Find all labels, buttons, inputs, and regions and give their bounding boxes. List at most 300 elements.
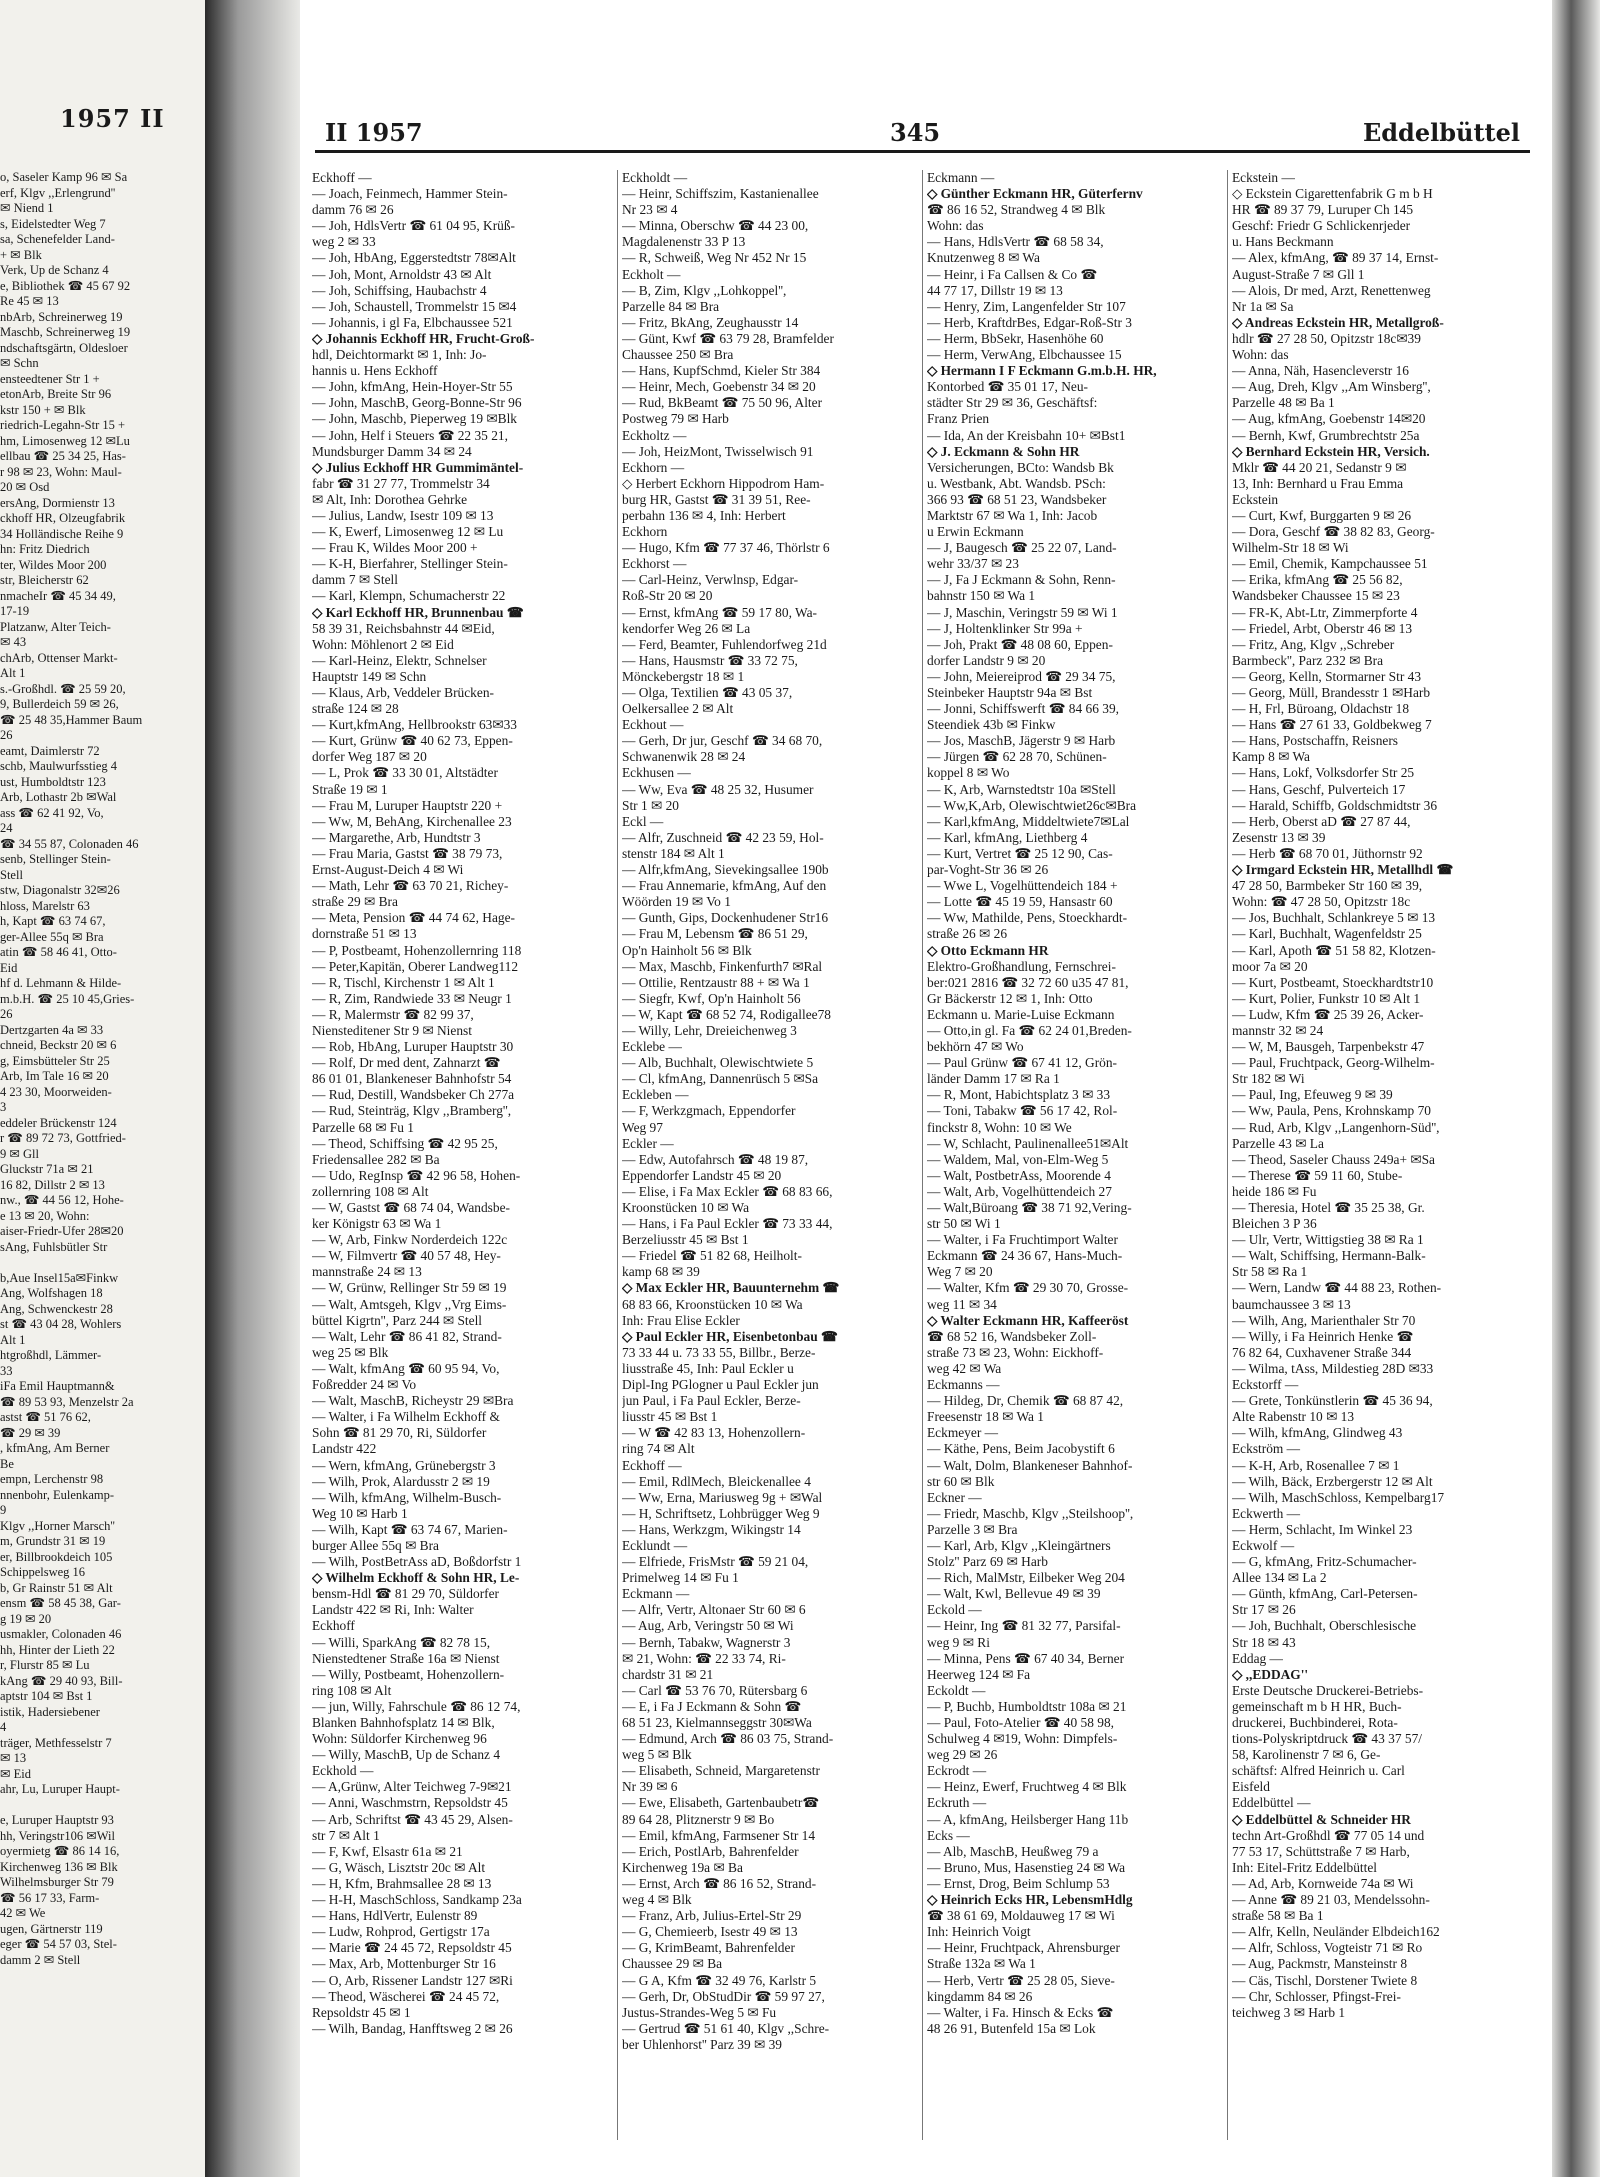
- entry-line: — Kurt, Grünw ☎ 40 62 73, Eppen-: [312, 733, 513, 749]
- entry-line: Niensteditener Str 9 ✉ Nienst: [312, 1022, 472, 1038]
- entry-line: — Chr, Schlosser, Pfingst-Frei-: [1232, 1988, 1401, 2004]
- entry-line: — Ida, An der Kreisbahn 10+ ✉Bst1: [927, 427, 1126, 443]
- entry-line: — J, Baugesch ☎ 25 22 07, Land-: [927, 540, 1117, 556]
- entry-line: — Herb, Oberst aD ☎ 27 87 44,: [1232, 813, 1411, 829]
- left-entry-line: 26: [0, 1007, 13, 1021]
- entry-line: str 60 ✉ Blk: [927, 1473, 995, 1489]
- entry-line: Wohn: das: [927, 218, 984, 234]
- entry-line: Kroonstücken 10 ✉ Wa: [622, 1200, 750, 1215]
- entry-line: — Rud, Destill, Wandsbeker Ch 277a: [312, 1087, 515, 1103]
- entry-line: — Franz, Arb, Julius-Ertel-Str 29: [622, 1908, 802, 1924]
- entry-line: Eckwerth —: [1232, 1505, 1301, 1521]
- left-entry-line: [0, 1798, 205, 1814]
- entry-line: — J, Fa J Eckmann & Sohn, Renn-: [927, 572, 1116, 588]
- left-entry-line: schb, Maulwurfsstieg 4: [0, 759, 117, 773]
- left-entry-line: ellbau ☎ 25 34 25, Has-: [0, 449, 126, 463]
- left-entry-line: Be: [0, 1456, 14, 1471]
- entry-line: — Arb, Schriftst ☎ 43 45 29, Alsen-: [312, 1811, 513, 1827]
- column-1: [312, 170, 612, 2140]
- entry-line: — Bruno, Mus, Hasenstieg 24 ✉ Wa: [927, 1859, 1126, 1875]
- entry-line: — Frau K, Wildes Moor 200 +: [312, 540, 478, 556]
- entry-line: Eckrodt —: [927, 1763, 987, 1779]
- entry-line: Inh: Eitel-Fritz Eddelbüttel: [1232, 1859, 1378, 1875]
- entry-line: — Rud, Steinträg, Klgv ,,Bramberg'',: [312, 1103, 512, 1119]
- left-entry-line: 9: [0, 1503, 7, 1517]
- entry-line: — Hugo, Kfm ☎ 77 37 46, Thörlstr 6: [622, 540, 830, 556]
- entry-line: weg 2 ✉ 33: [312, 234, 376, 250]
- entry-line: — Alex, kfmAng, ☎ 89 37 14, Ernst-: [1232, 250, 1439, 266]
- left-entry-line: e 13 ✉ 20, Wohn:: [0, 1208, 90, 1223]
- entry-line: 58, Karolinenstr 7 ✉ 6, Ge-: [1232, 1747, 1381, 1763]
- entry-line: liusstraße 45, Inh: Paul Eckler u: [622, 1360, 794, 1376]
- entry-line: Mklr ☎ 44 20 21, Sedanstr 9 ✉: [1232, 459, 1407, 475]
- entry-line: Eckleben —: [622, 1087, 689, 1103]
- entry-line: Straße 132a ✉ Wa 1: [927, 1956, 1036, 1972]
- entry-line: — John, Helf i Steuers ☎ 22 35 21,: [312, 427, 508, 443]
- entry-line: 68 83 66, Kroonstücken 10 ✉ Wa: [622, 1296, 803, 1312]
- entry-line: — Gerh, Dr jur, Geschf ☎ 34 68 70,: [622, 733, 823, 749]
- entry-line: — John, kfmAng, Hein-Hoyer-Str 55: [312, 379, 513, 395]
- left-entry-line: 4 23 30, Moorweiden-: [0, 1084, 112, 1099]
- entry-line: druckerei, Buchbinderei, Rota-: [1232, 1715, 1398, 1730]
- left-entry-line: ☎ 34 55 87, Colonaden 46: [0, 836, 139, 851]
- entry-line: — G A, Kfm ☎ 32 49 76, Karlstr 5: [622, 1972, 817, 1988]
- entry-line: Oelkersallee 2 ✉ Alt: [622, 701, 734, 717]
- entry-line: — Wilh, MaschSchloss, Kempelbarg17: [1232, 1489, 1445, 1505]
- left-entry-line: Eid: [0, 960, 18, 975]
- entry-line: — H, Kfm, Brahmsallee 28 ✉ 13: [312, 1875, 492, 1891]
- entry-line: Str 17 ✉ 26: [1232, 1602, 1296, 1618]
- entry-line: Gr Bäckerstr 12 ✉ 1, Inh: Otto: [927, 990, 1093, 1006]
- entry-line: — Joach, Feinmech, Hammer Stein-: [312, 186, 508, 202]
- entry-line: — Wilh, kfmAng, Glindweg 43: [1232, 1425, 1403, 1441]
- entry-line: ring 108 ✉ Alt: [312, 1682, 392, 1698]
- entry-line: — Joh, Schaustell, Trommelstr 15 ✉4: [312, 298, 517, 314]
- entry-line: — Walter, i Fa Wilhelm Eckhoff &: [312, 1409, 500, 1425]
- entry-line: kendorfer Weg 26 ✉ La: [622, 620, 751, 636]
- entry-line: — Frau M, Luruper Hauptstr 220 +: [312, 797, 503, 813]
- entry-line: — Bernh, Tabakw, Wagnerstr 3: [622, 1634, 791, 1650]
- left-entry-line: Alt 1: [0, 1332, 26, 1347]
- left-entry-line: nnenbohr, Eulenkamp-: [0, 1487, 115, 1502]
- entry-line: — Willy, MaschB, Up de Schanz 4: [312, 1747, 501, 1763]
- entry-line: 13, Inh: Bernhard u Frau Emma: [1232, 475, 1404, 491]
- left-entry-line: h, Kapt ☎ 63 74 67,: [0, 914, 106, 928]
- entry-line: — Erich, PostlArb, Bahrenfelder: [622, 1843, 799, 1859]
- left-entry-line: chneid, Beckstr 20 ✉ 6: [0, 1038, 117, 1052]
- entry-line: — Joh, Buchhalt, Oberschlesische: [1232, 1618, 1417, 1634]
- entry-line: Eckmann u. Marie-Luise Eckmann: [927, 1006, 1115, 1022]
- entry-line: — Wilh, Kapt ☎ 63 74 67, Marien-: [312, 1521, 508, 1537]
- entry-line: ◇ Irmgard Eckstein HR, Metallhdl ☎: [1232, 862, 1454, 878]
- entry-line: hannis u. Hens Eckhoff: [312, 363, 438, 379]
- entry-line: weg 42 ✉ Wa: [927, 1360, 1002, 1376]
- entry-line: ✉ Alt, Inh: Dorothea Gehrke: [312, 491, 468, 507]
- entry-line: 73 33 44 u. 73 33 55, Billbr., Berze-: [622, 1344, 816, 1360]
- entry-line: weg 25 ✉ Blk: [312, 1344, 389, 1360]
- entry-line: — R, Tischl, Kirchenstr 1 ✉ Alt 1: [312, 974, 495, 990]
- left-entry-line: eger ☎ 54 57 03, Stel-: [0, 1937, 117, 1951]
- left-entry-line: Schippelsweg 16: [0, 1565, 86, 1579]
- entry-line: ◇ Wilhelm Eckhoff & Sohn HR, Le-: [312, 1570, 520, 1586]
- entry-line: — W, Gastst ☎ 68 74 04, Wandsbe-: [312, 1200, 510, 1215]
- entry-line: ◇ Julius Eckhoff HR Gummimäntel-: [312, 459, 524, 475]
- left-entry-line: o, Saseler Kamp 96 ✉ Sa: [0, 170, 128, 184]
- entry-line: 47 28 50, Barmbeker Str 160 ✉ 39,: [1232, 878, 1423, 894]
- entry-line: — Ernst, Arch ☎ 86 16 52, Strand-: [622, 1875, 817, 1891]
- entry-line: Sohn ☎ 81 29 70, Ri, Süldorfer: [312, 1425, 487, 1441]
- left-entry-line: ensteedtener Str 1 +: [0, 371, 100, 386]
- left-entry-line: ass ☎ 62 41 92, Vo,: [0, 805, 104, 820]
- entry-line: Ecklebe —: [622, 1039, 682, 1055]
- entry-line: länder Damm 17 ✉ Ra 1: [927, 1071, 1060, 1087]
- entry-line: — Herm, BbSekr, Hasenhöhe 60: [927, 330, 1104, 346]
- entry-line: Hauptstr 149 ✉ Schn: [312, 668, 427, 684]
- entry-line: jun Paul, i Fa Paul Eckler, Berze-: [622, 1393, 801, 1409]
- left-entry-line: e, Bibliothek ☎ 45 67 92: [0, 278, 131, 293]
- left-entry-line: ersAng, Dormienstr 13: [0, 495, 115, 510]
- entry-line: Eckhoff —: [622, 1457, 682, 1473]
- left-entry-line: ahr, Lu, Luruper Haupt-: [0, 1782, 120, 1796]
- entry-line: Wohn: ☎ 47 28 50, Opitzstr 18c: [1232, 894, 1411, 910]
- left-entry-line: hh, Hinter der Lieth 22: [0, 1642, 115, 1657]
- entry-line: — Henry, Zim, Langenfelder Str 107: [927, 298, 1126, 314]
- left-entry-line: Wilhelmsburger Str 79: [0, 1875, 114, 1889]
- left-entry-line: senb, Stellinger Stein-: [0, 852, 111, 866]
- entry-line: — Walt, Schiffsing, Hermann-Balk-: [1232, 1248, 1426, 1264]
- entry-line: — Fritz, Ang, Klgv ,,Schreber: [1232, 636, 1395, 652]
- left-entry-line: 17-19: [0, 604, 30, 618]
- entry-line: finckstr 8, Wohn: 10 ✉ We: [927, 1119, 1072, 1135]
- entry-line: ◇ ,,EDDAG'': [1232, 1666, 1309, 1682]
- entry-line: — Dora, Geschf ☎ 38 82 83, Georg-: [1232, 524, 1435, 540]
- entry-line: — Ww, Eva ☎ 48 25 32, Husumer: [622, 781, 814, 797]
- entry-line: kingdamm 84 ✉ 26: [927, 1988, 1033, 2004]
- entry-line: — Olga, Textilien ☎ 43 05 37,: [622, 685, 793, 700]
- entry-line: Eppendorfer Landstr 45 ✉ 20: [622, 1167, 782, 1183]
- entry-line: Franz Prien: [927, 411, 990, 427]
- entry-line: — Math, Lehr ☎ 63 70 21, Richey-: [312, 878, 509, 894]
- left-entry-line: Ang, Schwenckestr 28: [0, 1301, 113, 1316]
- entry-line: 76 82 64, Cuxhavener Straße 344: [1232, 1344, 1412, 1360]
- entry-line: Chaussee 29 ✉ Ba: [622, 1956, 723, 1972]
- entry-line: — G, KrimBeamt, Bahrenfelder: [622, 1940, 795, 1956]
- entry-line: — Ww, Mathilde, Pens, Stoeckhardt-: [927, 910, 1128, 926]
- left-entry-line: aiser-Friedr-Ufer 28✉20: [0, 1224, 124, 1238]
- entry-line: — Willi, SparkAng ☎ 82 78 15,: [312, 1634, 491, 1650]
- entry-line: — Otto,in gl. Fa ☎ 62 24 01,Breden-: [927, 1022, 1132, 1038]
- left-entry-line: kstr 150 + ✉ Blk: [0, 402, 86, 417]
- entry-line: — jun, Willy, Fahrschule ☎ 86 12 74,: [312, 1698, 521, 1714]
- entry-line: — R, Schweiß, Weg Nr 452 Nr 15: [622, 250, 807, 266]
- entry-line: — Fritz, BkAng, Zeughausstr 14: [622, 314, 799, 330]
- entry-line: — Heinr, Schiffszim, Kastanienallee: [622, 186, 819, 202]
- entry-line: Parzelle 68 ✉ Fu 1: [312, 1119, 414, 1135]
- entry-line: Str 182 ✉ Wi: [1232, 1071, 1305, 1087]
- entry-line: — Carl-Heinz, Verwlnsp, Edgar-: [622, 572, 799, 588]
- entry-line: ☎ 86 16 52, Strandweg 4 ✉ Blk: [927, 202, 1106, 218]
- entry-line: — Rolf, Dr med dent, Zahnarzt ☎: [312, 1055, 501, 1071]
- entry-line: weg 29 ✉ 26: [927, 1747, 998, 1763]
- entry-line: ☎ 68 52 16, Wandsbeker Zoll-: [927, 1328, 1097, 1344]
- entry-line: dorfer Landstr 9 ✉ 20: [927, 652, 1046, 668]
- left-entry-line: ✉ Schn: [0, 356, 39, 370]
- entry-line: Eddelbüttel —: [1232, 1795, 1311, 1811]
- entry-line: — Max, Arb, Mottenburger Str 16: [312, 1956, 496, 1972]
- entry-line: tions-Polyskriptdruck ☎ 43 37 57/: [1232, 1731, 1423, 1747]
- column-4: [1227, 170, 1532, 2140]
- entry-line: — Peter,Kapitän, Oberer Landweg112: [312, 958, 519, 974]
- left-entry-line: m.b.H. ☎ 25 10 45,Gries-: [0, 991, 135, 1006]
- entry-line: — Günth, kfmAng, Carl-Petersen-: [1232, 1586, 1418, 1602]
- left-entry-line: 16 82, Dillstr 2 ✉ 13: [0, 1177, 105, 1192]
- entry-line: kamp 68 ✉ 39: [622, 1264, 700, 1280]
- entry-line: — Walt, MaschB, Richeystr 29 ✉Bra: [312, 1393, 514, 1409]
- left-entry-line: riedrich-Legahn-Str 15 +: [0, 418, 126, 432]
- entry-line: ◇ J. Eckmann & Sohn HR: [927, 443, 1080, 459]
- entry-line: perbahn 136 ✉ 4, Inh: Herbert: [622, 507, 786, 523]
- entry-line: — W, M, Bausgeh, Tarpenbekstr 47: [1232, 1039, 1425, 1055]
- entry-line: ◇ Heinrich Ecks HR, LebensmHdlg: [927, 1892, 1133, 1908]
- entry-line: — Joh, HeizMont, Twisselwisch 91: [622, 443, 814, 459]
- entry-line: — Friedel, Arbt, Oberstr 46 ✉ 13: [1232, 620, 1413, 636]
- entry-line: Alte Rabenstr 10 ✉ 13: [1232, 1409, 1355, 1425]
- entry-line: par-Voght-Str 36 ✉ 26: [927, 862, 1049, 878]
- entry-line: Eckhorn —: [622, 459, 685, 475]
- entry-line: Heerweg 124 ✉ Fa: [927, 1666, 1031, 1682]
- entry-line: ber:021 2816 ☎ 32 72 60 u35 47 81,: [927, 974, 1129, 990]
- entry-line: — H, Frl, Büroang, Oldachstr 18: [1232, 701, 1410, 717]
- entry-line: — Wilh, PostBetrAss aD, Boßdorfstr 1: [312, 1554, 522, 1570]
- entry-line: — W, Kapt ☎ 68 52 74, Rodigallee78: [622, 1006, 831, 1022]
- entry-line: ☎ 38 61 69, Moldauweg 17 ✉ Wi: [927, 1908, 1115, 1924]
- entry-line: — Aug, kfmAng, Goebenstr 14✉20: [1232, 411, 1426, 427]
- entry-line: — Paul, Ing, Efeuweg 9 ✉ 39: [1232, 1087, 1393, 1103]
- left-entry-line: 20 ✉ Osd: [0, 480, 50, 494]
- entry-line: Eckstein —: [1232, 170, 1295, 185]
- entry-line: — Anna, Näh, Hasencleverstr 16: [1232, 363, 1410, 379]
- entry-line: — Anni, Waschmstrn, Repsoldstr 45: [312, 1795, 508, 1811]
- left-entry-line: 33: [0, 1363, 13, 1378]
- entry-line: — Curt, Kwf, Burggarten 9 ✉ 26: [1232, 507, 1412, 523]
- entry-line: — Emil, RdlMech, Bleickenallee 4: [622, 1473, 811, 1489]
- left-entry-line: 34 Holländische Reihe 9: [0, 526, 124, 541]
- entry-line: — Cl, kfmAng, Dannenrüsch 5 ✉Sa: [622, 1071, 819, 1087]
- entry-line: 86 01 01, Blankeneser Bahnhofstr 54: [312, 1071, 512, 1087]
- entry-line: — Günt, Kwf ☎ 63 79 28, Bramfelder: [622, 330, 834, 346]
- entry-line: — Margarethe, Arb, Hundtstr 3: [312, 829, 481, 845]
- entry-line: — Ww, M, BehAng, Kirchenallee 23: [312, 813, 512, 829]
- entry-line: — Hans, Postschaffn, Reisners: [1232, 733, 1399, 749]
- entry-line: Landstr 422 ✉ Ri, Inh: Walter: [312, 1602, 474, 1618]
- entry-line: — Gerh, Dr, ObStudDir ☎ 59 97 27,: [622, 1988, 825, 2004]
- entry-line: Straße 19 ✉ 1: [312, 781, 388, 797]
- left-entry-line: kAng ☎ 29 40 93, Bill-: [0, 1673, 123, 1688]
- entry-line: — Therese ☎ 59 11 60, Stube-: [1232, 1167, 1403, 1183]
- entry-line: — Julius, Landw, Isestr 109 ✉ 13: [312, 507, 494, 523]
- entry-line: — Ernst, Drog, Beim Schlump 53: [927, 1875, 1110, 1891]
- left-entry-line: Arb, Im Tale 16 ✉ 20: [0, 1069, 109, 1083]
- entry-line: hdl, Deichtormarkt ✉ 1, Inh: Jo-: [312, 347, 487, 363]
- entry-line: Eckruth —: [927, 1795, 987, 1811]
- entry-line: Eddag —: [1232, 1650, 1283, 1666]
- entry-line: Elektro-Großhandlung, Fernschrei-: [927, 958, 1116, 974]
- entry-line: Eckstorff —: [1232, 1377, 1299, 1393]
- entry-line: mannstraße 24 ✉ 13: [312, 1264, 422, 1280]
- entry-line: — Aug, Packmstr, Mansteinstr 8: [1232, 1956, 1408, 1972]
- entry-line: Eckmanns —: [927, 1377, 1000, 1393]
- left-entry-line: eddeler Brückenstr 124: [0, 1115, 117, 1130]
- left-entry-line: st ☎ 43 04 28, Wohlers: [0, 1317, 122, 1331]
- entry-line: Steendiek 43b ✉ Finkw: [927, 717, 1056, 733]
- entry-line: — Karl, Arb, Klgv ,,Kleingärtners: [927, 1537, 1111, 1553]
- entry-line: — Hildeg, Dr, Chemik ☎ 68 87 42,: [927, 1393, 1124, 1409]
- entry-line: ◇ Karl Eckhoff HR, Brunnenbau ☎: [312, 604, 524, 620]
- left-entry-line: eamt, Daimlerstr 72: [0, 743, 100, 758]
- entry-line: — W, Arb, Finkw Norderdeich 122c: [312, 1232, 508, 1248]
- entry-line: — Karl, Apoth ☎ 51 58 82, Klotzen-: [1232, 942, 1436, 958]
- entry-line: — Lotte ☎ 45 19 59, Hansastr 60: [927, 894, 1113, 910]
- entry-line: teichweg 3 ✉ Harb 1: [1232, 2004, 1346, 2020]
- entry-line: — Ad, Arb, Kornweide 74a ✉ Wi: [1232, 1875, 1414, 1891]
- entry-line: — Georg, Müll, Brandesstr 1 ✉Harb: [1232, 685, 1431, 700]
- left-entry-line: ☎ 89 53 93, Menzelstr 2a: [0, 1394, 134, 1409]
- entry-line: — H, Schriftsetz, Lohbrügger Weg 9: [622, 1505, 820, 1521]
- entry-line: Eckhold —: [312, 1763, 374, 1779]
- left-entry-line: 4: [0, 1720, 7, 1734]
- entry-line: — Ernst, kfmAng ☎ 59 17 80, Wa-: [622, 604, 817, 620]
- entry-line: — P, Buchb, Humboldtstr 108a ✉ 21: [927, 1698, 1127, 1714]
- left-entry-line: iFa Emil Hauptmann&: [0, 1379, 115, 1393]
- entry-line: — Herm, VerwAng, Elbchaussee 15: [927, 347, 1122, 363]
- entry-line: Knutzenweg 8 ✉ Wa: [927, 250, 1040, 266]
- entry-line: Eckl —: [622, 813, 664, 829]
- left-entry-line: hn: Fritz Diedrich: [0, 542, 90, 556]
- entry-line: ring 74 ✉ Alt: [622, 1441, 695, 1457]
- entry-line: Eckold —: [927, 1602, 982, 1618]
- entry-line: Parzelle 43 ✉ La: [1232, 1135, 1324, 1151]
- entry-line: — Alois, Dr med, Arzt, Renettenweg: [1232, 282, 1431, 298]
- entry-line: — L, Prok ☎ 33 30 01, Altstädter: [312, 765, 498, 781]
- entry-line: zollernring 108 ✉ Alt: [312, 1183, 429, 1199]
- entry-line: — Emil, kfmAng, Farmsener Str 14: [622, 1827, 816, 1843]
- entry-line: — Herm, Schlacht, Im Winkel 23: [1232, 1521, 1413, 1537]
- entry-line: — Ferd, Beamter, Fuhlendorfweg 21d: [622, 636, 827, 652]
- entry-line: — Siegfr, Kwf, Op'n Hainholt 56: [622, 990, 801, 1006]
- entry-line: — Käthe, Pens, Beim Jacobystift 6: [927, 1441, 1115, 1457]
- entry-line: — Ludw, Rohprod, Gertigstr 17a: [312, 1924, 490, 1940]
- entry-line: Wöörden 19 ✉ Vo 1: [622, 894, 731, 910]
- entry-line: 58 39 31, Reichsbahnstr 44 ✉Eid,: [312, 620, 495, 636]
- entry-line: — Waldem, Mal, von-Elm-Weg 5: [927, 1151, 1109, 1167]
- entry-line: Eckhoff —: [312, 170, 372, 185]
- entry-line: damm 7 ✉ Stell: [312, 572, 398, 588]
- entry-line: — Walt,Büroang ☎ 38 71 92,Vering-: [927, 1200, 1132, 1215]
- entry-line: Str 58 ✉ Ra 1: [1232, 1264, 1308, 1280]
- entry-line: — Joh, Mont, Arnoldstr 43 ✉ Alt: [312, 266, 492, 282]
- left-entry-line: atin ☎ 58 46 41, Otto-: [0, 945, 117, 959]
- entry-line: — Hans, HdlVertr, Eulenstr 89: [312, 1908, 478, 1924]
- entry-line: — W ☎ 42 83 13, Hohenzollern-: [622, 1425, 806, 1441]
- entry-line: Landstr 422: [312, 1441, 377, 1457]
- entry-line: — Wilh, kfmAng, Wilhelm-Busch-: [312, 1489, 502, 1505]
- left-entry-line: , kfmAng, Am Berner: [0, 1441, 110, 1455]
- entry-line: Eckner —: [927, 1489, 982, 1505]
- left-entry-line: ndschaftsgärtn, Oldesloer: [0, 340, 128, 355]
- scan-edge: [1552, 0, 1600, 2177]
- entry-line: — Edmund, Arch ☎ 86 03 75, Strand-: [622, 1731, 834, 1747]
- entry-line: — P, Postbeamt, Hohenzollernring 118: [312, 942, 522, 958]
- entry-line: Eckhorn: [622, 524, 668, 540]
- entry-line: — Ludw, Kfm ☎ 25 39 26, Acker-: [1232, 1006, 1424, 1022]
- left-entry-line: hh, Veringstr106 ✉Wil: [0, 1828, 115, 1843]
- entry-line: — Kurt, Vertret ☎ 25 12 90, Cas-: [927, 845, 1113, 861]
- entry-line: Inh: Heinrich Voigt: [927, 1924, 1031, 1940]
- entry-line: Eckhusen —: [622, 765, 691, 781]
- entry-line: dornstraße 51 ✉ 13: [312, 926, 417, 942]
- entry-line: — Karl-Heinz, Elektr, Schnelser: [312, 652, 487, 668]
- left-entry-line: 26: [0, 728, 13, 742]
- entry-columns: [312, 170, 1532, 2150]
- left-entry-line: nbArb, Schreinerweg 19: [0, 309, 123, 324]
- entry-line: Inh: Frau Elise Eckler: [622, 1312, 740, 1328]
- entry-line: — Bernh, Kwf, Grumbrechtstr 25a: [1232, 427, 1420, 443]
- entry-line: u. Hans Beckmann: [1232, 234, 1334, 250]
- entry-line: städter Str 29 ✉ 36, Geschäftsf:: [927, 395, 1098, 411]
- entry-line: — G, Wäsch, Lisztstr 20c ✉ Alt: [312, 1859, 486, 1875]
- entry-line: Zesenstr 13 ✉ 39: [1232, 829, 1326, 845]
- left-page-entries: [0, 170, 205, 1968]
- left-entry-line: aptstr 104 ✉ Bst 1: [0, 1689, 93, 1703]
- entry-line: ◇ Walter Eckmann HR, Kaffeeröst: [927, 1312, 1129, 1328]
- entry-line: straße 124 ✉ 28: [312, 701, 399, 717]
- entry-line: — Wilh, Bandag, Hanfftsweg 2 ✉ 26: [312, 2020, 513, 2036]
- entry-line: — Hans, Hausmstr ☎ 33 72 75,: [622, 652, 798, 668]
- entry-line: Weg 97: [622, 1119, 663, 1135]
- entry-line: — Hans, i Fa Paul Eckler ☎ 73 33 44,: [622, 1216, 833, 1232]
- left-page-header: 1957 II: [60, 104, 165, 133]
- left-entry-line: 42 ✉ We: [0, 1906, 46, 1920]
- left-entry-line: Klgv ,,Horner Marsch'': [0, 1518, 115, 1533]
- left-entry-line: ckhoff HR, Olzeugfabrik: [0, 511, 126, 525]
- entry-line: weg 5 ✉ Blk: [622, 1747, 692, 1763]
- entry-line: — Emil, Chemik, Kampchaussee 51: [1232, 556, 1428, 572]
- entry-line: Foßredder 24 ✉ Vo: [312, 1377, 417, 1393]
- entry-line: — Marie ☎ 24 45 72, Repsoldstr 45: [312, 1940, 512, 1956]
- entry-line: — Wilh, Prok, Alardusstr 2 ✉ 19: [312, 1473, 490, 1489]
- entry-line: — Ulr, Vertr, Wittigstieg 38 ✉ Ra 1: [1232, 1232, 1424, 1248]
- entry-line: — O, Arb, Rissener Landstr 127 ✉Ri: [312, 1972, 513, 1988]
- entry-line: — Edw, Autofahrsch ☎ 48 19 87,: [622, 1151, 809, 1167]
- entry-line: — John, MaschB, Georg-Bonne-Str 96: [312, 395, 522, 411]
- entry-line: — Toni, Tabakw ☎ 56 17 42, Rol-: [927, 1103, 1118, 1119]
- left-entry-line: + ✉ Blk: [0, 247, 42, 262]
- entry-line: — J, Holtenklinker Str 99a +: [927, 620, 1083, 636]
- entry-line: — Joh, HbAng, Eggerstedtstr 78✉Alt: [312, 250, 516, 266]
- left-entry-line: s.-Großhdl. ☎ 25 59 20,: [0, 681, 126, 696]
- entry-line: ✉ 21, Wohn: ☎ 22 33 74, Ri-: [622, 1650, 786, 1666]
- left-entry-line: m, Grundstr 31 ✉ 19: [0, 1534, 106, 1548]
- entry-line: — R, Mont, Habichtsplatz 3 ✉ 33: [927, 1087, 1111, 1103]
- entry-line: — Grete, Tonkünstlerin ☎ 45 36 94,: [1232, 1393, 1433, 1409]
- entry-line: — Minna, Pens ☎ 67 40 34, Berner: [927, 1650, 1125, 1666]
- entry-line: — Friedel ☎ 51 82 68, Heilholt-: [622, 1248, 802, 1264]
- left-entry-line: htgroßhdl, Lämmer-: [0, 1348, 102, 1362]
- entry-line: Friedensallee 282 ✉ Ba: [312, 1151, 440, 1167]
- entry-line: — Herb ☎ 68 70 01, Jüthornstr 92: [1232, 845, 1423, 861]
- left-entry-line: er, Billbrookdeich 105: [0, 1549, 113, 1564]
- left-entry-line: r ☎ 89 72 73, Gottfried-: [0, 1131, 126, 1145]
